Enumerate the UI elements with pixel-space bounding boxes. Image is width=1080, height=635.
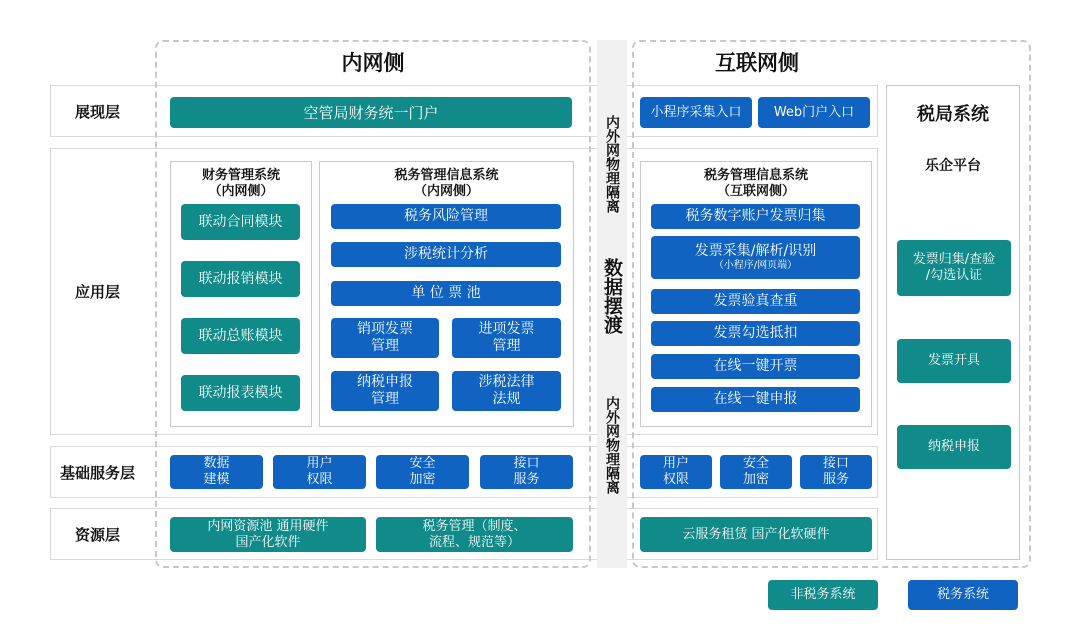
web-portal-entry: Web门户入口: [758, 97, 870, 128]
invoice-select-box: 发票勾选抵扣: [651, 321, 860, 346]
finance-module: 联动报表模块: [181, 375, 300, 411]
layer-label-presentation: 展现层: [74, 102, 120, 121]
online-report-box: 在线一键申报: [651, 387, 860, 412]
finance-module: 联动合同模块: [181, 204, 300, 240]
finance-system-title: 财务管理系统 （内网侧）: [201, 168, 280, 200]
layer-label-resource: 资源层: [74, 525, 120, 544]
sales-invoice-box: 销项发票 管理: [331, 318, 439, 358]
tax-law-box: 涉税法律 法规: [452, 371, 561, 411]
mini-program-entry: 小程序采集入口: [640, 97, 752, 128]
tax-management-box: 税务管理（制度、 流程、规范等）: [376, 517, 573, 552]
isolation-label-top: 内外网物理隔离: [604, 115, 620, 213]
foundation-intranet-box: 用户 权限: [273, 455, 366, 489]
foundation-intranet-box: 数据 建模: [170, 455, 263, 489]
invoice-collect-sublabel: （小程序/网页端）: [713, 259, 798, 271]
online-issue-box: 在线一键开票: [651, 354, 860, 379]
intranet-header: 内网侧: [341, 51, 405, 75]
invoice-verify-box: 发票验真查重: [651, 289, 860, 314]
tax-declare-box: 纳税申报 管理: [331, 371, 439, 411]
foundation-intranet-box: 安全 加密: [376, 455, 469, 489]
purchase-invoice-box: 进项发票 管理: [452, 318, 561, 358]
tax-internet-title: 税务管理信息系统 （互联网侧）: [703, 168, 808, 200]
bureau-invoice-box: 发票归集/查验 /勾选认证: [897, 240, 1011, 296]
tax-stats-box: 涉税统计分析: [331, 242, 561, 267]
legend-tax: 税务系统: [908, 580, 1018, 610]
intranet-resource-box: 内网资源池 通用硬件 国产化软件: [170, 517, 366, 552]
legend-non-tax: 非税务系统: [768, 580, 878, 610]
layer-label-foundation: 基础服务层: [59, 463, 135, 482]
invoice-collect-box: [651, 236, 860, 279]
tax-intranet-title: 税务管理信息系统 （内网侧）: [394, 168, 499, 200]
internet-header: 互联网侧: [715, 51, 799, 75]
invoice-collect-label: 发票采集/解析/识别: [694, 243, 817, 260]
foundation-intranet-box: 接口 服务: [480, 455, 573, 489]
foundation-internet-box: 接口 服务: [800, 455, 872, 489]
foundation-internet-box: 安全 加密: [720, 455, 792, 489]
invoice-pool-box: 单 位 票 池: [331, 281, 561, 306]
tax-bureau-title: 税局系统: [917, 104, 989, 125]
bureau-report-box: 纳税申报: [897, 425, 1011, 469]
layer-label-application: 应用层: [74, 283, 120, 301]
bureau-issue-box: 发票开具: [897, 339, 1011, 383]
foundation-internet-box: 用户 权限: [640, 455, 712, 489]
leqi-platform-label: 乐企平台: [925, 158, 981, 174]
finance-module: 联动报销模块: [181, 261, 300, 297]
tax-risk-box: 税务风险管理: [331, 204, 561, 229]
digital-account-box: 税务数字账户发票归集: [651, 204, 860, 229]
data-ferry-label: 数据摆渡: [601, 258, 623, 334]
portal-box: 空管局财务统一门户: [170, 97, 572, 128]
isolation-label-bottom: 内外网物理隔离: [604, 396, 620, 494]
cloud-resource-box: 云服务租赁 国产化软硬件: [640, 517, 872, 552]
finance-module: 联动总账模块: [181, 318, 300, 354]
